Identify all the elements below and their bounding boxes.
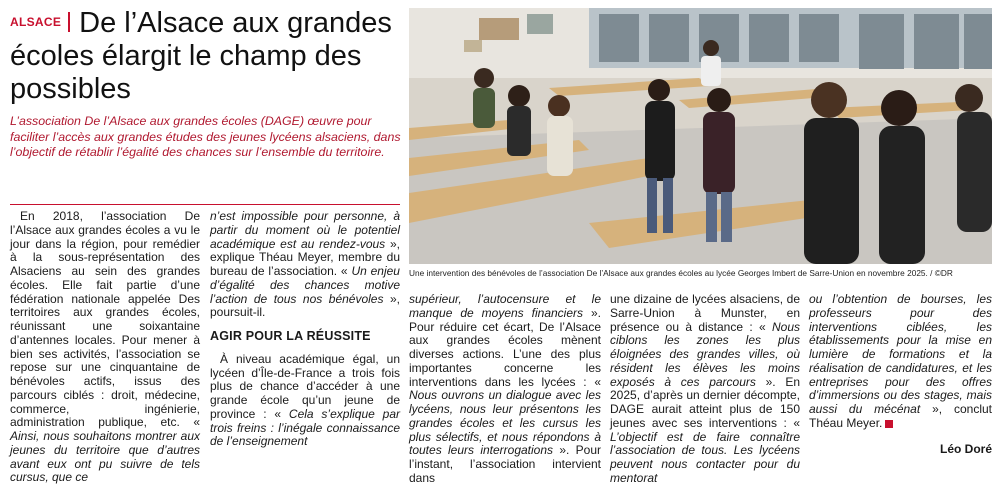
quote-run: ou l’obtention de bourses, les professeurs pour des interventions ciblées, les établissements pour la mise en lumière de formations et la réalisation de candidatures, et les entreprises pour des offres d’immersions ou des stages, mais aussi du mécénat: [809, 292, 992, 416]
text-run: une dizaine de lycées alsaciens, de Sarre-Union à Munster, en présence ou à distance : «: [610, 292, 800, 334]
section-kicker: ALSACE: [10, 15, 62, 29]
body-column-1: [10, 210, 200, 485]
paragraph: [10, 210, 200, 485]
text-run: ». En 2025, d’après un dernier décompte, DAGE aurait atteint plus de 150 jeunes avec ses interventions : «: [610, 374, 801, 430]
quote-run: supérieur, l’autocensure et le manque de moyens financiers: [409, 292, 601, 320]
paragraph: [610, 293, 800, 486]
photo-caption: Une intervention des bénévoles de l’association De l’Alsace aux grandes écoles au lycée Georges Imbert de Sarre-Union en novembre 2025. / ©DR: [409, 268, 953, 278]
lede-underline: [10, 204, 400, 205]
paragraph: [409, 293, 601, 486]
text-run: En 2018, l’association De l’Alsace aux grandes écoles a vu le jour dans la région, pour remédier à la sous-représentation des Alsaciens au sein des grandes écoles. Elle fait partie d’une fédération nationale appelée Des territoires aux grandes écoles, réunissant une soixantaine d’antennes locales. Pour mener à bien ses activités, l’association se repose sur une cinquantaine de bénévoles actifs, issus des parcours ciblés : droit, médecine, commerce, ingénierie, administration publique, etc. «: [10, 209, 200, 430]
end-of-article-square-icon: [885, 420, 893, 428]
paragraph: [210, 210, 400, 320]
headline-line-3: possibles: [10, 73, 131, 105]
headline-row: [10, 6, 400, 40]
body-column-2: [210, 210, 400, 449]
quote-run: L’objectif est de faire connaître l’association de tous. Les lycéens peuvent nous contacter pour du mentorat: [610, 429, 800, 485]
body-column-3: [409, 293, 601, 486]
text-run: ». Pour l’instant, l’association intervient dans: [409, 443, 601, 485]
classroom-photo-illustration: [409, 8, 992, 264]
text-run: », conclut Théau Meyer.: [809, 402, 992, 430]
text-run: ». Pour réduire cet écart, De l’Alsace aux grandes écoles mènent diverses actions. L’une des plus importantes concerne les interventions dans les lycées : «: [409, 305, 601, 389]
quote-run: n’est impossible pour personne, à partir du moment où le potentiel académique est au rendez-vous: [210, 209, 400, 251]
author-byline: Léo Doré: [939, 441, 992, 456]
text-run: À niveau académique égal, un lycéen d’Île-de-France a trois fois plus de chance d’accéder à une grande école qu’un jeune de province : «: [210, 351, 400, 421]
body-column-4: [610, 293, 800, 486]
quote-run: Un enjeu d’égalité des chances motive l’action de tous nos bénévoles: [210, 264, 400, 306]
article-photo: [409, 8, 992, 264]
headline-line-1: De l’Alsace aux grandes: [79, 7, 392, 39]
article-header: [10, 6, 400, 161]
quote-run: Nous ouvrons un dialogue avec les lycéens, nous leur présentons les grandes écoles et les cursus les plus sélectifs, et nous répondons à toutes leurs interrogations: [409, 388, 601, 458]
article-lede: L’association De l’Alsace aux grandes écoles (DAGE) œuvre pour faciliter l’accès aux grandes études des jeunes lycéens alsaciens, dans l’objectif de rétablir l’égalité des chances sur l’ensemble du territoire.: [10, 114, 401, 160]
quote-run: Cela s’explique par trois freins : l’inégale connaissance de l’enseignement: [210, 406, 400, 449]
quote-run: Nous ciblons les zones les plus éloignées des grandes villes, où résident les élèves les moins exposés à ces parcours: [610, 319, 800, 389]
section-subhead: AGIR POUR LA RÉUSSITE: [210, 329, 371, 343]
headline-line-2: écoles élargit le champ des: [10, 40, 362, 72]
quote-run: Ainsi, nous souhaitons montrer aux jeunes du territoire que d’autres avant eux ont pu suivre de tels cursus, que ce: [10, 429, 200, 485]
paragraph: [809, 293, 992, 431]
body-column-5: [809, 293, 992, 456]
text-run: », poursuit-il.: [210, 291, 401, 320]
kicker-divider: [68, 12, 70, 32]
text-run: », explique Théau Meyer, membre du bureau de l’association. «: [210, 236, 400, 278]
paragraph: [210, 353, 400, 449]
